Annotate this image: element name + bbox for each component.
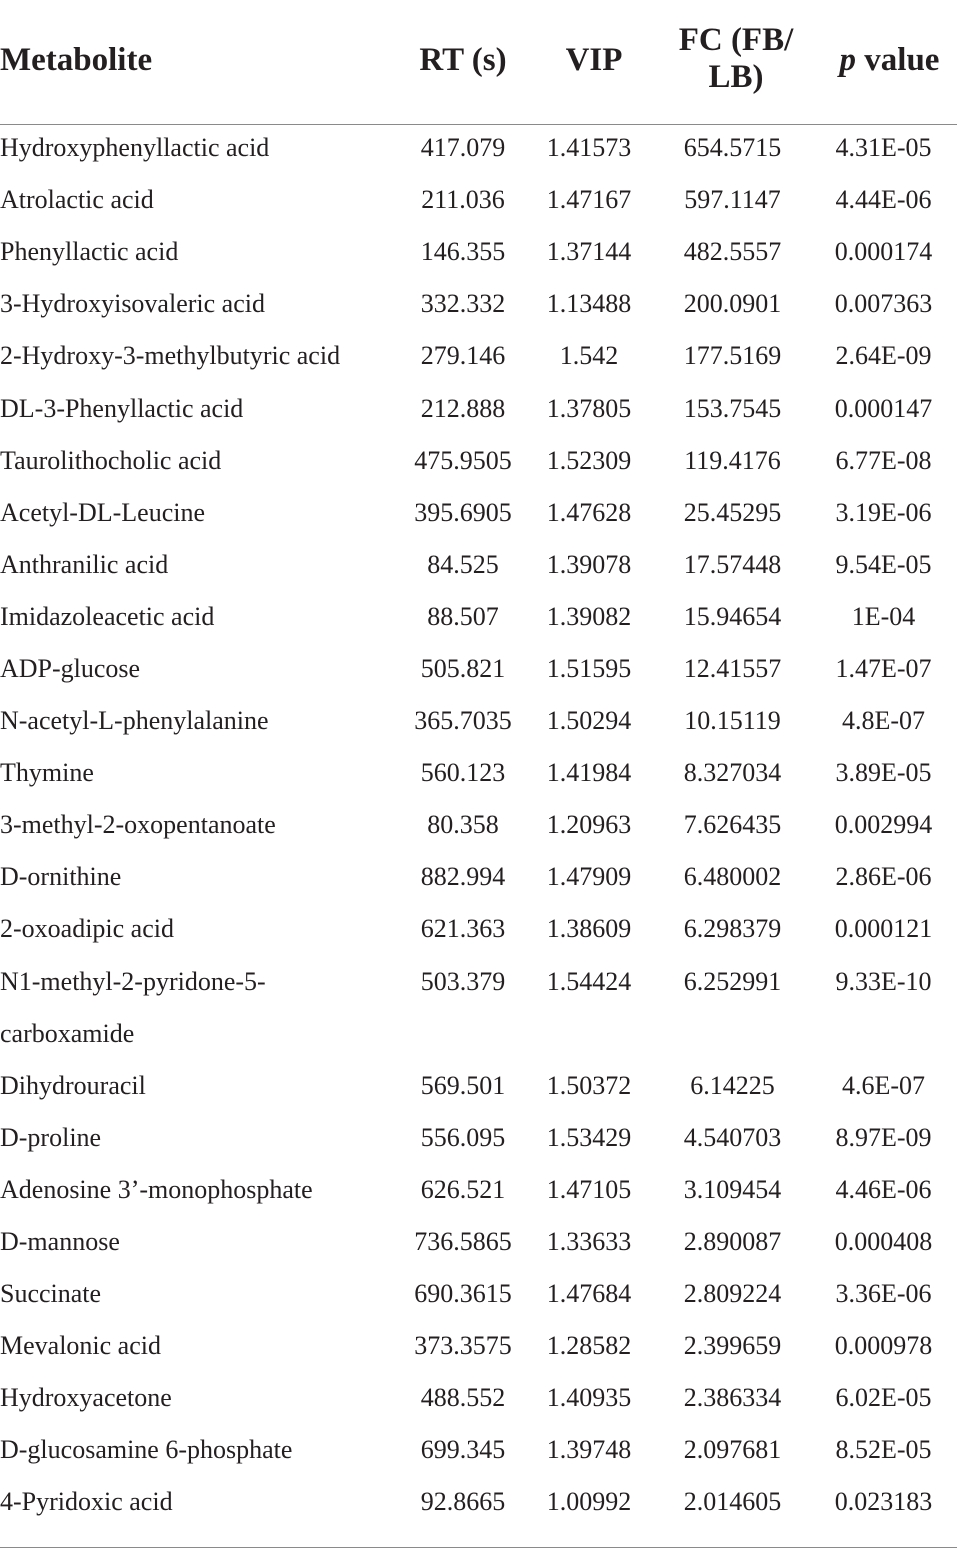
metabolite-cell: 2-oxoadipic acid <box>0 914 174 944</box>
table-row <box>0 1216 957 1268</box>
column-header-vip: VIP <box>565 42 623 78</box>
table-row <box>0 695 957 747</box>
metabolite-cell: Taurolithocholic acid <box>0 445 222 475</box>
rt-cell: 488.552 <box>420 1383 506 1413</box>
vip-cell: 1.542 <box>559 341 619 371</box>
fc-cell: 15.94654 <box>683 601 782 631</box>
rt-cell: 736.5865 <box>414 1227 512 1257</box>
metabolite-cell: Succinate <box>0 1279 102 1309</box>
p-value-cell: 0.000978 <box>834 1331 933 1361</box>
fc-cell: 4.540703 <box>683 1122 782 1152</box>
table-row <box>0 1320 957 1372</box>
p-value-cell: 6.02E-05 <box>835 1383 932 1413</box>
rt-cell: 621.363 <box>420 914 506 944</box>
metabolite-cell: Hydroxyacetone <box>0 1383 172 1413</box>
p-value-cell: 2.86E-06 <box>835 862 932 892</box>
table-row <box>0 122 957 174</box>
metabolite-cell: Thymine <box>0 758 94 788</box>
p-value-cell: 6.77E-08 <box>835 445 932 475</box>
p-value-cell: 0.023183 <box>834 1487 933 1517</box>
metabolite-cell: Dihydrouracil <box>0 1070 146 1100</box>
rt-cell: 503.379 <box>420 966 506 996</box>
table-row <box>0 382 957 434</box>
vip-cell: 1.33633 <box>546 1227 632 1257</box>
table-row <box>0 1164 957 1216</box>
fc-cell: 177.5169 <box>683 341 782 371</box>
p-symbol: p <box>839 42 857 78</box>
table-row <box>0 487 957 539</box>
table-row <box>0 435 957 487</box>
vip-cell <box>523 1008 655 1060</box>
rt-cell: 626.521 <box>420 1174 506 1204</box>
table-row <box>0 1060 957 1112</box>
column-header-fc-line1: FC (FB/ <box>678 22 794 58</box>
vip-cell: 1.40935 <box>546 1383 632 1413</box>
fc-cell: 2.097681 <box>683 1435 782 1465</box>
vip-cell: 1.38609 <box>546 914 632 944</box>
fc-cell: 654.5715 <box>683 133 782 163</box>
vip-cell: 1.39082 <box>546 601 632 631</box>
p-value-cell: 0.000408 <box>834 1227 933 1257</box>
vip-cell: 1.37805 <box>546 393 632 423</box>
p-value-cell: 0.000174 <box>834 237 933 267</box>
fc-cell: 597.1147 <box>684 185 781 215</box>
table-row <box>0 174 957 226</box>
table-row <box>0 1112 957 1164</box>
p-value-cell: 9.54E-05 <box>835 549 932 579</box>
rt-cell: 84.525 <box>427 549 499 579</box>
table-row <box>0 330 957 382</box>
rt-cell: 560.123 <box>420 758 506 788</box>
rt-cell: 395.6905 <box>414 497 512 527</box>
vip-cell: 1.47105 <box>546 1174 632 1204</box>
fc-cell: 6.298379 <box>683 914 782 944</box>
table-body <box>0 122 957 1529</box>
p-value-cell: 4.6E-07 <box>841 1070 926 1100</box>
fc-cell: 7.626435 <box>683 810 782 840</box>
rt-cell: 212.888 <box>420 393 506 423</box>
vip-cell: 1.53429 <box>546 1122 632 1152</box>
table-row <box>0 1372 957 1424</box>
metabolite-cell: ADP-glucose <box>0 653 141 683</box>
rt-cell: 80.358 <box>427 810 499 840</box>
metabolite-cell: carboxamide <box>0 1018 135 1048</box>
rt-cell: 475.9505 <box>414 445 512 475</box>
fc-cell: 25.45295 <box>683 497 782 527</box>
p-value-cell: 3.89E-05 <box>835 758 932 788</box>
rt-cell: 365.7035 <box>414 706 512 736</box>
vip-cell: 1.47909 <box>546 862 632 892</box>
rt-cell: 699.345 <box>420 1435 506 1465</box>
metabolite-cell: N1-methyl-2-pyridone-5- <box>0 966 266 996</box>
p-value-cell: 3.36E-06 <box>835 1279 932 1309</box>
vip-cell: 1.37144 <box>546 237 632 267</box>
table-row <box>0 1424 957 1476</box>
fc-cell: 2.890087 <box>683 1227 782 1257</box>
table-row <box>0 799 957 851</box>
fc-cell: 2.014605 <box>683 1487 782 1517</box>
table-row <box>0 643 957 695</box>
vip-cell: 1.39078 <box>546 549 632 579</box>
metabolite-cell: Acetyl-DL-Leucine <box>0 497 206 527</box>
fc-cell: 153.7545 <box>683 393 782 423</box>
vip-cell: 1.20963 <box>546 810 632 840</box>
rt-cell <box>403 1008 523 1060</box>
p-value-cell: 0.007363 <box>834 289 933 319</box>
fc-cell: 2.809224 <box>683 1279 782 1309</box>
vip-cell: 1.47167 <box>546 185 632 215</box>
fc-cell: 8.327034 <box>683 758 782 788</box>
fc-cell: 10.15119 <box>684 706 781 736</box>
rt-cell: 332.332 <box>420 289 506 319</box>
fc-cell: 2.386334 <box>683 1383 782 1413</box>
metabolite-cell: D-ornithine <box>0 862 122 892</box>
metabolite-cell: Hydroxyphenyllactic acid <box>0 133 270 163</box>
vip-cell: 1.28582 <box>546 1331 632 1361</box>
table-bottom-rule <box>0 1547 957 1548</box>
rt-cell: 505.821 <box>420 653 506 683</box>
p-value-cell: 8.52E-05 <box>835 1435 932 1465</box>
column-header-fc-line2: LB) <box>708 59 764 95</box>
rt-cell: 373.3575 <box>414 1331 512 1361</box>
fc-cell: 3.109454 <box>683 1174 782 1204</box>
rt-cell: 88.507 <box>427 601 499 631</box>
rt-cell: 211.036 <box>421 185 505 215</box>
vip-cell: 1.54424 <box>546 966 632 996</box>
table-row <box>0 851 957 903</box>
metabolite-cell: D-glucosamine 6-phosphate <box>0 1435 293 1465</box>
rt-cell: 556.095 <box>420 1122 506 1152</box>
table-row <box>0 226 957 278</box>
vip-cell: 1.51595 <box>546 653 632 683</box>
p-value-cell: 0.000121 <box>834 914 933 944</box>
table-row <box>0 591 957 643</box>
p-value-cell: 2.64E-09 <box>835 341 932 371</box>
fc-cell: 482.5557 <box>683 237 782 267</box>
rt-cell: 146.355 <box>420 237 506 267</box>
metabolite-cell: Phenyllactic acid <box>0 237 179 267</box>
table-row <box>0 1268 957 1320</box>
metabolite-cell: Mevalonic acid <box>0 1331 161 1361</box>
column-header-fc <box>656 22 816 96</box>
fc-cell: 12.41557 <box>683 653 782 683</box>
vip-cell: 1.41573 <box>546 133 632 163</box>
p-value-cell: 0.000147 <box>834 393 933 423</box>
vip-cell: 1.00992 <box>546 1487 632 1517</box>
metabolite-table <box>0 122 957 1529</box>
rt-cell: 569.501 <box>420 1070 506 1100</box>
metabolite-cell: D-proline <box>0 1122 102 1152</box>
rt-cell: 417.079 <box>420 133 506 163</box>
metabolite-cell: DL-3-Phenyllactic acid <box>0 393 244 423</box>
vip-cell: 1.41984 <box>546 758 632 788</box>
fc-cell: 6.480002 <box>683 862 782 892</box>
vip-cell: 1.52309 <box>546 445 632 475</box>
vip-cell: 1.47628 <box>546 497 632 527</box>
vip-cell: 1.39748 <box>546 1435 632 1465</box>
table-row <box>0 1476 957 1528</box>
fc-cell: 17.57448 <box>683 549 782 579</box>
table-row <box>0 1008 957 1060</box>
column-header-p-value <box>822 42 957 79</box>
p-value-cell: 4.31E-05 <box>835 133 932 163</box>
vip-cell: 1.50294 <box>546 706 632 736</box>
p-value-cell: 8.97E-09 <box>835 1122 932 1152</box>
p-value-cell: 0.002994 <box>834 810 933 840</box>
fc-cell: 6.252991 <box>683 966 782 996</box>
metabolite-cell: 3-Hydroxyisovaleric acid <box>0 289 265 319</box>
vip-cell: 1.13488 <box>546 289 632 319</box>
metabolite-cell: 2-Hydroxy-3-methylbutyric acid <box>0 341 341 371</box>
table-row <box>0 903 957 955</box>
fc-cell: 119.4176 <box>684 445 781 475</box>
p-value-cell <box>810 1008 957 1060</box>
table-row <box>0 278 957 330</box>
metabolite-cell: D-mannose <box>0 1227 120 1257</box>
p-value-label: value <box>856 42 940 78</box>
metabolite-cell: Adenosine 3’-monophosphate <box>0 1174 313 1204</box>
metabolite-cell: N-acetyl-L-phenylalanine <box>0 706 269 736</box>
metabolite-cell: Imidazoleacetic acid <box>0 601 215 631</box>
table-row <box>0 539 957 591</box>
metabolite-cell: 3-methyl-2-oxopentanoate <box>0 810 276 840</box>
p-value-cell: 1E-04 <box>851 601 916 631</box>
fc-cell: 200.0901 <box>683 289 782 319</box>
column-header-metabolite: Metabolite <box>0 42 153 78</box>
table-header <box>0 14 957 114</box>
rt-cell: 92.8665 <box>420 1487 506 1517</box>
vip-cell: 1.50372 <box>546 1070 632 1100</box>
rt-cell: 882.994 <box>420 862 506 892</box>
p-value-cell: 4.46E-06 <box>835 1174 932 1204</box>
fc-cell <box>655 1008 810 1060</box>
table-row <box>0 747 957 799</box>
p-value-cell: 3.19E-06 <box>835 497 932 527</box>
column-header-rt: RT (s) <box>419 42 507 78</box>
p-value-cell: 4.44E-06 <box>835 185 932 215</box>
p-value-cell: 4.8E-07 <box>841 706 926 736</box>
vip-cell: 1.47684 <box>546 1279 632 1309</box>
rt-cell: 279.146 <box>420 341 506 371</box>
rt-cell: 690.3615 <box>414 1279 512 1309</box>
fc-cell: 2.399659 <box>683 1331 782 1361</box>
metabolite-cell: Anthranilic acid <box>0 549 169 579</box>
fc-cell: 6.14225 <box>690 1070 775 1100</box>
metabolite-cell: Atrolactic acid <box>0 185 154 215</box>
table-row <box>0 956 957 1008</box>
metabolite-cell: 4-Pyridoxic acid <box>0 1487 173 1517</box>
p-value-cell: 9.33E-10 <box>835 966 932 996</box>
p-value-cell: 1.47E-07 <box>835 653 932 683</box>
